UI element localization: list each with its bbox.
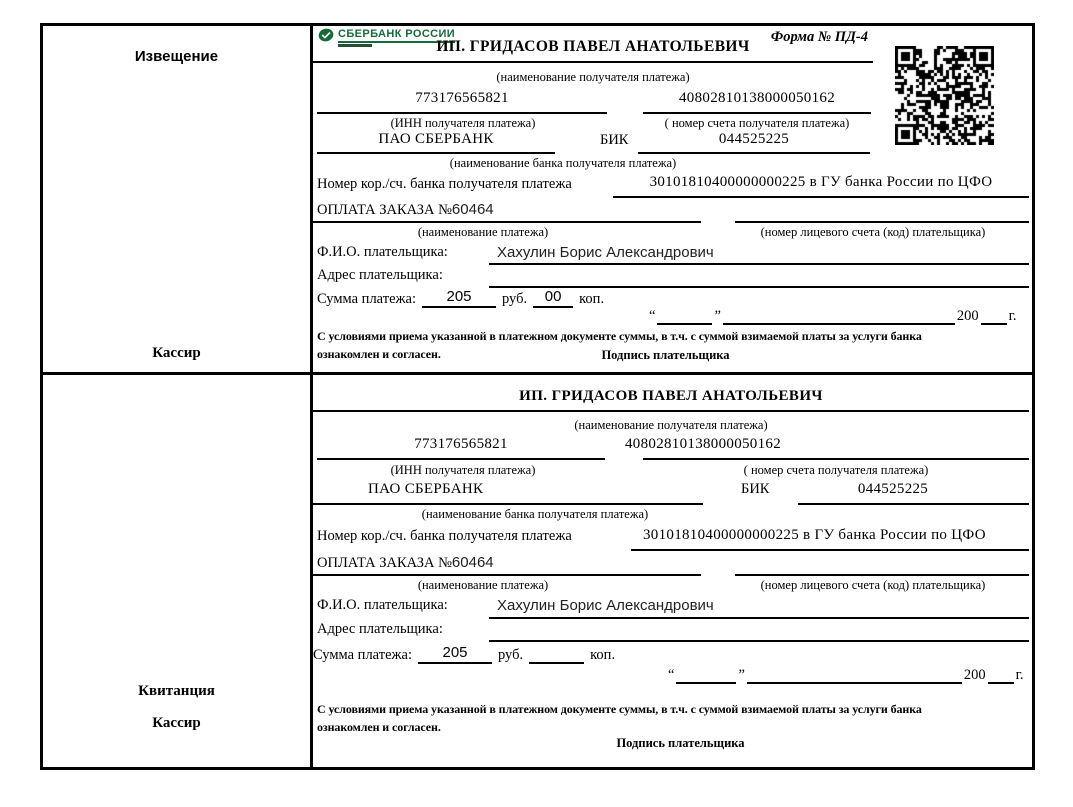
payer-name-value: Хахулин Борис Александрович bbox=[497, 597, 714, 614]
amount-label: Сумма платежа: bbox=[317, 291, 416, 307]
caption-bank: (наименование банка получателя платежа) bbox=[421, 507, 649, 521]
personal-account-line bbox=[735, 574, 1029, 576]
caption-account: ( номер счета получателя платежа) bbox=[743, 463, 929, 477]
receipt-stub bbox=[43, 375, 310, 767]
quote-close: ” bbox=[714, 308, 721, 324]
amount-kop-value: 00 bbox=[533, 288, 573, 308]
recipient-title-block bbox=[313, 38, 873, 63]
payer-address-label: Адрес плательщика: bbox=[317, 267, 443, 283]
kop-label: коп. bbox=[579, 291, 605, 307]
date-month-line bbox=[723, 307, 955, 325]
payer-address-line bbox=[489, 640, 1029, 642]
caption-payment: (наименование платежа) bbox=[417, 225, 549, 239]
cashier-label-notice: Кассир bbox=[152, 345, 201, 361]
inn-value: 773176565821 bbox=[317, 436, 605, 460]
caption-recipient: (наименование получателя платежа) bbox=[574, 418, 768, 432]
payer-name-line bbox=[489, 617, 1029, 619]
recipient-title-block bbox=[313, 387, 1029, 412]
year-prefix: 200 bbox=[956, 308, 979, 324]
payer-name-label: Ф.И.О. плательщика: bbox=[317, 244, 448, 260]
notice-title: Извещение bbox=[134, 48, 219, 65]
rub-label: руб. bbox=[498, 647, 524, 663]
payment-name-prefix: ОПЛАТА ЗАКАЗА № bbox=[317, 202, 452, 218]
notice-section bbox=[313, 26, 1032, 372]
order-number: 60464 bbox=[451, 201, 494, 218]
recipient-name: ИП. ГРИДАСОВ ПАВЕЛ АНАТОЛЬЕВИЧ bbox=[436, 38, 750, 55]
inn-value: 773176565821 bbox=[317, 90, 607, 114]
bank-name-value: ПАО СБЕРБАНК bbox=[368, 481, 484, 497]
signature-label: Подпись плательщика bbox=[616, 736, 745, 750]
date-month-line bbox=[747, 666, 962, 684]
payment-name-value bbox=[317, 201, 494, 219]
date-row bbox=[668, 666, 1024, 684]
quote-close: ” bbox=[738, 667, 745, 683]
amount-label: Сумма платежа: bbox=[313, 647, 412, 663]
bik-value: 044525225 bbox=[857, 481, 929, 497]
amount-row bbox=[313, 644, 615, 664]
year-suffix: г. bbox=[1008, 308, 1017, 324]
quote-open: “ bbox=[649, 308, 656, 324]
caption-bank: (наименование банка получателя платежа) bbox=[449, 156, 677, 170]
agreement-line2: ознакомлен и согласен. bbox=[317, 347, 441, 361]
cashier-label-receipt: Кассир bbox=[152, 715, 201, 731]
corr-account-label: Номер кор./сч. банка получателя платежа bbox=[317, 528, 572, 544]
payment-name-value bbox=[317, 554, 494, 572]
corr-account-value: 30101810400000000225 в ГУ банка России по ЦФО bbox=[613, 174, 1029, 198]
amount-rub-value: 205 bbox=[418, 644, 492, 664]
bik-value: 044525225 bbox=[638, 131, 870, 154]
agreement-line1: С условиями приема указанной в платежном документе суммы, в т.ч. с суммой взимаемой платы за услуги банка bbox=[317, 329, 922, 343]
corr-account-value: 30101810400000000225 в ГУ банка России по ЦФО bbox=[643, 527, 986, 543]
date-year-line bbox=[988, 666, 1014, 684]
sberbank-logo-text: СБЕРБАНК РОССИИ bbox=[338, 28, 455, 43]
receipt-title: Квитанция bbox=[138, 683, 215, 699]
signature-label: Подпись плательщика bbox=[601, 348, 730, 362]
year-suffix: г. bbox=[1015, 667, 1024, 683]
account-value: 40802810138000050162 bbox=[643, 90, 871, 114]
caption-personal-account: (номер лицевого счета (код) плательщика) bbox=[760, 578, 986, 592]
account-value: 40802810138000050162 bbox=[625, 436, 781, 452]
caption-recipient: (наименование получателя платежа) bbox=[496, 70, 690, 84]
recipient-name: ИП. ГРИДАСОВ ПАВЕЛ АНАТОЛЬЕВИЧ bbox=[519, 388, 823, 404]
qr-code bbox=[895, 46, 994, 145]
corr-account-line bbox=[631, 549, 1029, 551]
order-number: 60464 bbox=[451, 554, 494, 571]
bik-label: БИК bbox=[600, 132, 629, 148]
notice-stub bbox=[43, 26, 310, 372]
date-year-line bbox=[981, 307, 1007, 325]
caption-personal-account: (номер лицевого счета (код) плательщика) bbox=[760, 225, 986, 239]
rub-label: руб. bbox=[502, 291, 528, 307]
payer-name-line bbox=[489, 263, 1029, 265]
caption-account: ( номер счета получателя платежа) bbox=[664, 116, 850, 130]
bank-name-line bbox=[313, 503, 703, 505]
caption-inn: (ИНН получателя платежа) bbox=[390, 463, 536, 477]
receipt-section bbox=[313, 375, 1032, 767]
date-day-line bbox=[676, 666, 736, 684]
bik-line bbox=[798, 503, 1029, 505]
date-day-line bbox=[657, 307, 712, 325]
year-prefix: 200 bbox=[963, 667, 986, 683]
caption-payment: (наименование платежа) bbox=[417, 578, 549, 592]
account-line bbox=[643, 458, 1029, 460]
personal-account-line bbox=[735, 221, 1029, 223]
agreement-line2: ознакомлен и согласен. bbox=[317, 720, 441, 734]
kop-label: коп. bbox=[590, 647, 616, 663]
payer-name-value: Хахулин Борис Александрович bbox=[497, 244, 714, 261]
corr-account-label: Номер кор./сч. банка получателя платежа bbox=[317, 176, 572, 192]
amount-kop-value bbox=[529, 644, 584, 664]
payment-name-line bbox=[313, 221, 701, 223]
bank-name-value: ПАО СБЕРБАНК bbox=[317, 131, 555, 154]
form-type-label: Форма № ПД-4 bbox=[770, 29, 868, 45]
agreement-line1: С условиями приема указанной в платежном документе суммы, в т.ч. с суммой взимаемой платы за услуги банка bbox=[317, 702, 922, 716]
amount-row bbox=[317, 288, 604, 308]
payment-name-prefix: ОПЛАТА ЗАКАЗА № bbox=[317, 555, 452, 571]
payer-name-label: Ф.И.О. плательщика: bbox=[317, 597, 448, 613]
quote-open: “ bbox=[668, 667, 675, 683]
form-table bbox=[40, 23, 1035, 770]
payer-address-label: Адрес плательщика: bbox=[317, 621, 443, 637]
date-row bbox=[649, 307, 1017, 325]
payment-name-line bbox=[313, 574, 701, 576]
bik-label: БИК bbox=[741, 481, 770, 497]
caption-inn: (ИНН получателя платежа) bbox=[390, 116, 536, 130]
amount-rub-value: 205 bbox=[422, 288, 496, 308]
